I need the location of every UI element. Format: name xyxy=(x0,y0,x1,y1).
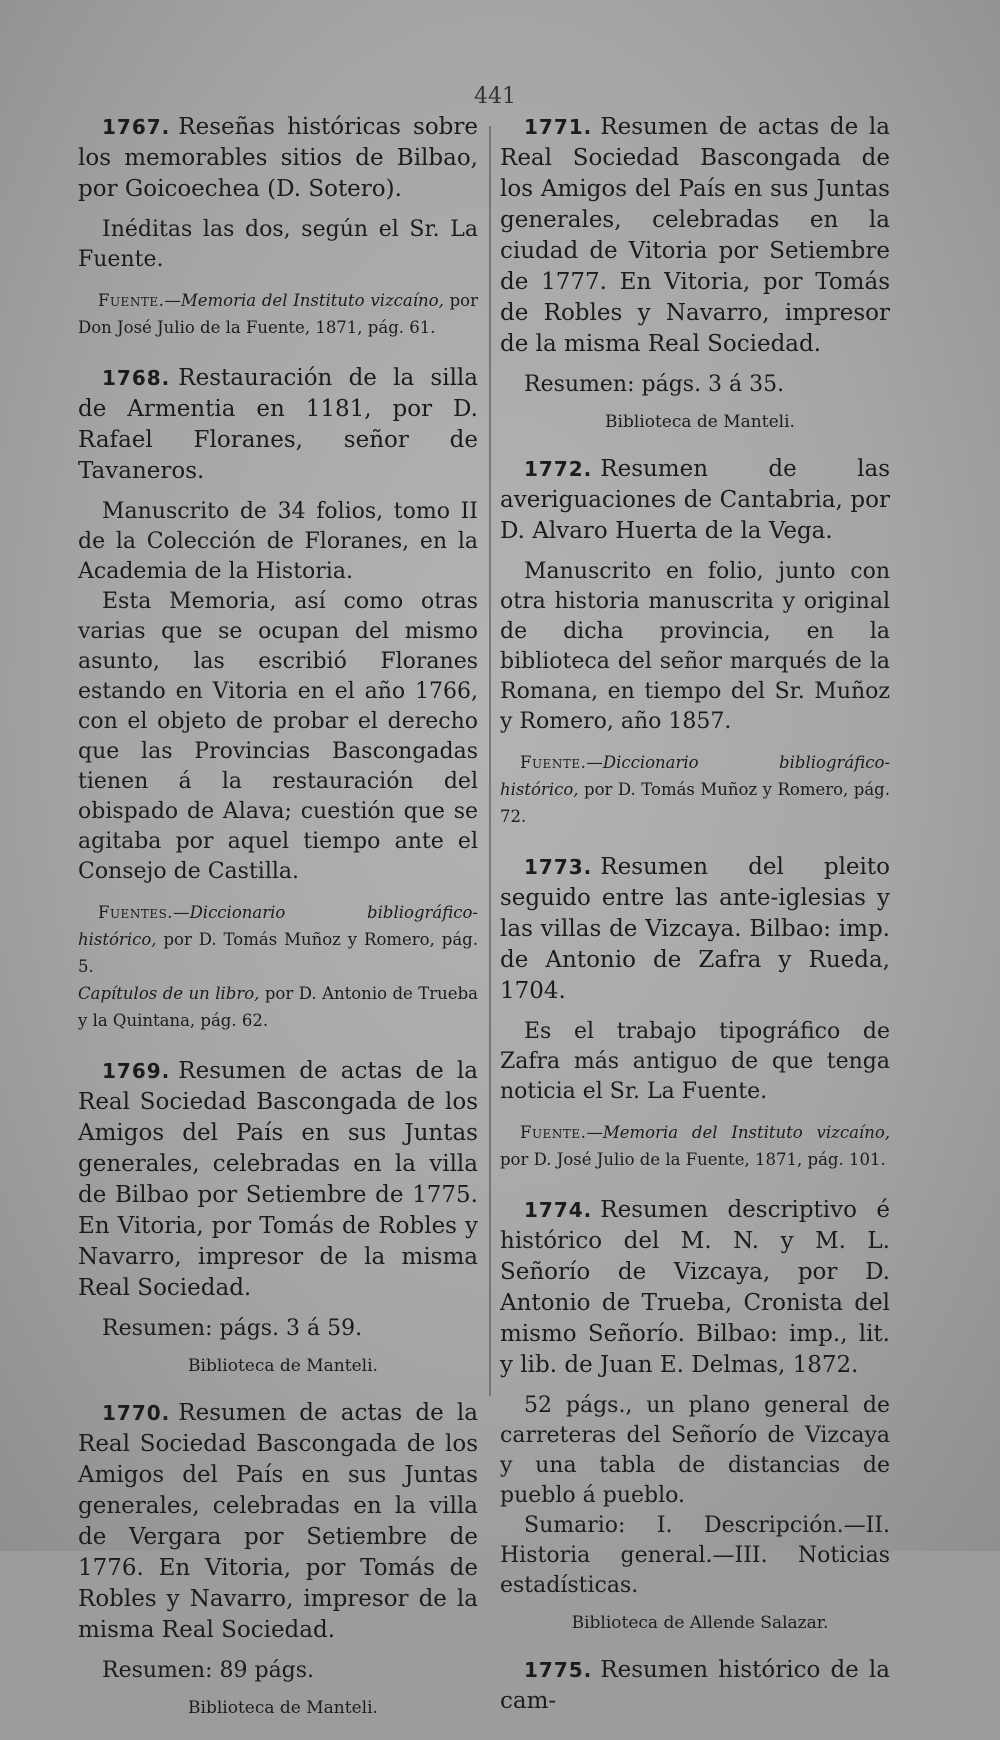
source-work-title: Diccionario bibliográfico-histórico, xyxy=(78,903,478,949)
source-work-title: Diccionario bibliográfico-histórico, xyxy=(500,753,890,799)
entry-note: Es el trabajo tipográfico de Zafra más antiguo de que tenga noticia el Sr. La Fuente. xyxy=(500,1019,890,1104)
bibliography-entry xyxy=(78,1056,478,1376)
bibliography-entry xyxy=(500,1195,890,1633)
entry-heading xyxy=(78,1398,478,1646)
source-details: por D. José Julio de la Fuente, 1871, pág. 101. xyxy=(500,1150,886,1169)
source-work-title: Memoria del Instituto vizcaíno, xyxy=(180,291,444,310)
entry-note: 52 págs., un plano general de carreteras del Señorío de Vizcaya y una tabla de distancias de pueblo á pueblo. xyxy=(500,1393,890,1508)
entry-title: Resumen de actas de la Real Sociedad Bascongada de los Amigos del País en sus Juntas generales, celebradas en la villa de Bilbao por Setiembre de 1775. En Vitoria, por Tomás de Robles y Navarro, impresor de la misma Real Sociedad. xyxy=(78,1058,478,1301)
source-work-title: Capítulos de un libro, xyxy=(78,984,260,1003)
bibliography-entry xyxy=(500,112,890,432)
entry-note: Resumen: págs. 3 á 59. xyxy=(102,1316,363,1341)
entry-title: Resumen del pleito seguido entre las ante-iglesias y las villas de Vizcaya. Bilbao: imp. de Antonio de Zafra y Rueda, 1704. xyxy=(500,854,890,1004)
entry-number: 1774. xyxy=(524,1198,593,1222)
right-column xyxy=(500,112,890,1739)
entry-note: Inéditas las dos, según el Sr. La Fuente. xyxy=(78,217,478,272)
library-location: Biblioteca de Manteli. xyxy=(188,1698,378,1718)
library-location: Biblioteca de Allende Salazar. xyxy=(571,1613,829,1633)
entry-heading xyxy=(78,112,478,205)
source-label: Fuente. xyxy=(520,1123,587,1142)
source-details: por D. Tomás Muñoz y Romero, pág. 5. xyxy=(78,930,478,976)
entry-title: Restauración de la silla de Armentia en 1181, por D. Rafael Floranes, señor de Tavaneros. xyxy=(78,365,478,484)
entry-title: Resumen de actas de la Real Sociedad Bascongada de los Amigos del País en sus Juntas generales, celebradas en la villa de Vergara por Setiembre de 1776. En Vitoria, por Tomás de Robles y Navarro, impresor de la misma Real Sociedad. xyxy=(78,1400,478,1643)
bibliography-entry xyxy=(78,112,478,341)
entry-title: Resumen descriptivo é histórico del M. N. y M. L. Señorío de Vizcaya, por D. Antonio de Trueba, Cronista del mismo Señorío. Bilbao: imp., lit. y lib. de Juan E. Delmas, 1872. xyxy=(500,1197,890,1378)
bibliography-entry xyxy=(500,454,890,830)
entry-heading xyxy=(500,454,890,547)
bibliography-entry xyxy=(500,852,890,1173)
entry-number: 1768. xyxy=(102,366,171,390)
entry-title: Reseñas históricas sobre los memorables sitios de Bilbao, por Goicoechea (D. Sotero). xyxy=(78,114,478,202)
entry-number: 1769. xyxy=(102,1059,171,1083)
entry-source: Fuente.—Memoria del Instituto vizcaíno, por Don José Julio de la Fuente, 1871, pág. 61. xyxy=(78,291,478,337)
library-location: Biblioteca de Manteli. xyxy=(188,1356,378,1376)
entry-note: Resumen: 89 págs. xyxy=(102,1658,315,1683)
page-number: 441 xyxy=(474,84,516,109)
bibliography-entry xyxy=(78,1398,478,1718)
source-details: por D. Antonio de Trueba y la Quintana, pág. 62. xyxy=(78,984,478,1030)
entry-heading xyxy=(78,1056,478,1304)
source-details: por D. Tomás Muñoz y Romero, pág. 72. xyxy=(500,780,890,826)
entry-number: 1775. xyxy=(524,1658,593,1682)
entry-number: 1772. xyxy=(524,457,593,481)
entry-source: Fuentes.—Diccionario bibliográfico-histórico, por D. Tomás Muñoz y Romero, pág. 5. xyxy=(78,903,478,976)
entry-title: Resumen de actas de la Real Sociedad Bascongada de los Amigos del País en sus Juntas generales, celebradas en la ciudad de Vitoria por Setiembre de 1777. En Vitoria, por Tomás de Robles y Navarro, impresor de la misma Real Sociedad. xyxy=(500,114,890,357)
entry-note: Resumen: págs. 3 á 35. xyxy=(524,372,785,397)
entry-number: 1771. xyxy=(524,115,593,139)
entry-number: 1767. xyxy=(102,115,171,139)
entry-source xyxy=(78,980,478,1034)
entry-note: Esta Memoria, así como otras varias que se ocupan del mismo asunto, las escribió Floranes estando en Vitoria en el año 1766, con el objeto de probar el derecho que las Provincias Bascongadas tienen á la restauración del obispado de Alava; cuestión que se agitaba por aquel tiempo ante el Consejo de Castilla. xyxy=(78,589,478,884)
entry-number: 1773. xyxy=(524,855,593,879)
bibliography-entry xyxy=(500,1655,890,1717)
source-label: Fuente. xyxy=(98,291,165,310)
entry-note: Manuscrito en folio, junto con otra historia manuscrita y original de dicha provincia, en la biblioteca del señor marqués de la Romana, en tiempo del Sr. Muñoz y Romero, año 1857. xyxy=(500,559,890,734)
entry-heading xyxy=(500,1655,890,1717)
library-location: Biblioteca de Manteli. xyxy=(605,412,795,432)
entry-heading xyxy=(500,112,890,360)
source-label: Fuente. xyxy=(520,753,587,772)
source-work-title: Memoria del Instituto vizcaíno, xyxy=(602,1123,890,1142)
entry-note: Sumario: I. Descripción.—II. Historia general.—III. Noticias estadísticas. xyxy=(500,1513,890,1598)
column-divider xyxy=(489,126,491,1396)
entry-heading xyxy=(78,363,478,487)
left-column xyxy=(78,112,478,1740)
entry-heading xyxy=(500,852,890,1007)
entry-number: 1770. xyxy=(102,1401,171,1425)
source-details: por Don José Julio de la Fuente, 1871, pág. 61. xyxy=(78,291,478,337)
entry-title: Resumen histórico de la cam- xyxy=(500,1657,890,1714)
entry-note: Manuscrito de 34 folios, tomo II de la Colección de Floranes, en la Academia de la Historia. xyxy=(78,499,478,584)
entry-heading xyxy=(500,1195,890,1381)
source-label: Fuentes. xyxy=(98,903,174,922)
entry-source: Fuente.—Memoria del Instituto vizcaíno, por D. José Julio de la Fuente, 1871, pág. 101. xyxy=(500,1123,890,1169)
bibliography-entry xyxy=(78,363,478,1034)
entry-source: Fuente.—Diccionario bibliográfico-histórico, por D. Tomás Muñoz y Romero, pág. 72. xyxy=(500,753,890,826)
entry-title: Resumen de las averiguaciones de Cantabria, por D. Alvaro Huerta de la Vega. xyxy=(500,456,890,544)
